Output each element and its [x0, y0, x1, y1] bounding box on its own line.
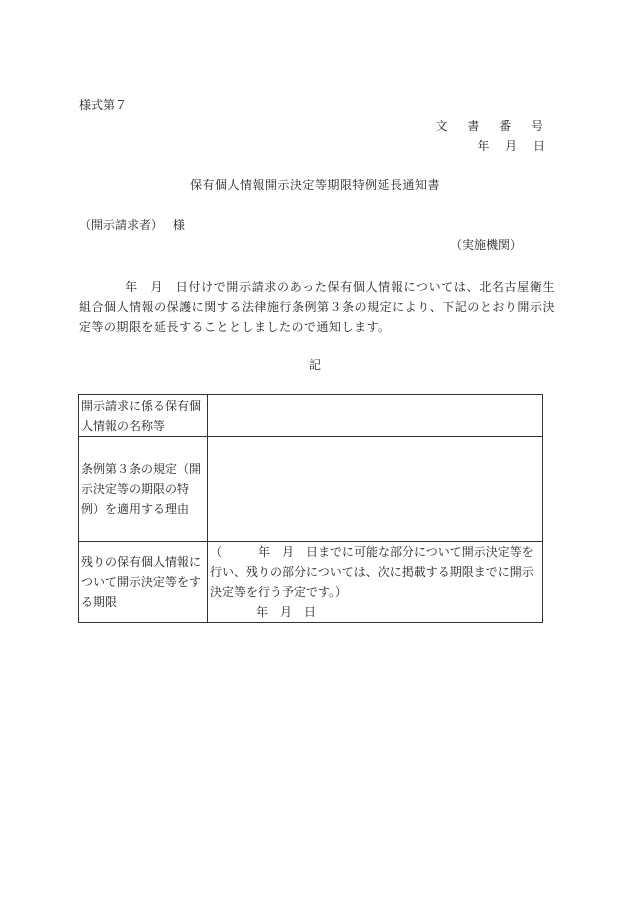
document-title: 保有個人情報開示決定等期限特例延長通知書: [189, 178, 440, 192]
remaining-deadline-text: （ 年 月 日までに可能な部分について開示決定等を行い、残りの部分については、次に掲載する期限までに開示決定等を行う予定です。）: [210, 545, 534, 599]
table-row: [79, 395, 543, 437]
document-number-label: 文 書 番 号: [435, 119, 551, 133]
requester-line: （開示請求者） 様: [79, 218, 185, 232]
table-row: [79, 542, 543, 623]
notice-body: [79, 277, 555, 337]
remaining-deadline-date: 年 月 日: [256, 605, 317, 619]
agency-line: （実施機関）: [449, 238, 522, 252]
notice-body-text: 年 月 日付けで開示請求のあった保有個人情報については、北名古屋衛生組合個人情報の保護に関する法律施行条例第３条の規定により、下記のとおり開示決定等の期限を延長することとしましたので通知します。: [79, 280, 555, 334]
extension-reason-value: [208, 437, 543, 542]
remaining-deadline-value: [208, 542, 543, 623]
ki-heading: 記: [308, 358, 321, 372]
extension-reason-label: 条例第３条の規定（開示決定等の期限の特例）を適用する理由: [79, 437, 208, 542]
form-number: 様式第７: [79, 98, 128, 112]
document-date-label: 年 月 日: [477, 139, 551, 153]
info-name-value: [208, 395, 543, 437]
info-table: [78, 394, 543, 623]
remaining-deadline-label: 残りの保有個人情報について開示決定等をする期限: [79, 542, 208, 623]
info-name-label: 開示請求に係る保有個人情報の名称等: [79, 395, 208, 437]
table-row: [79, 437, 543, 542]
